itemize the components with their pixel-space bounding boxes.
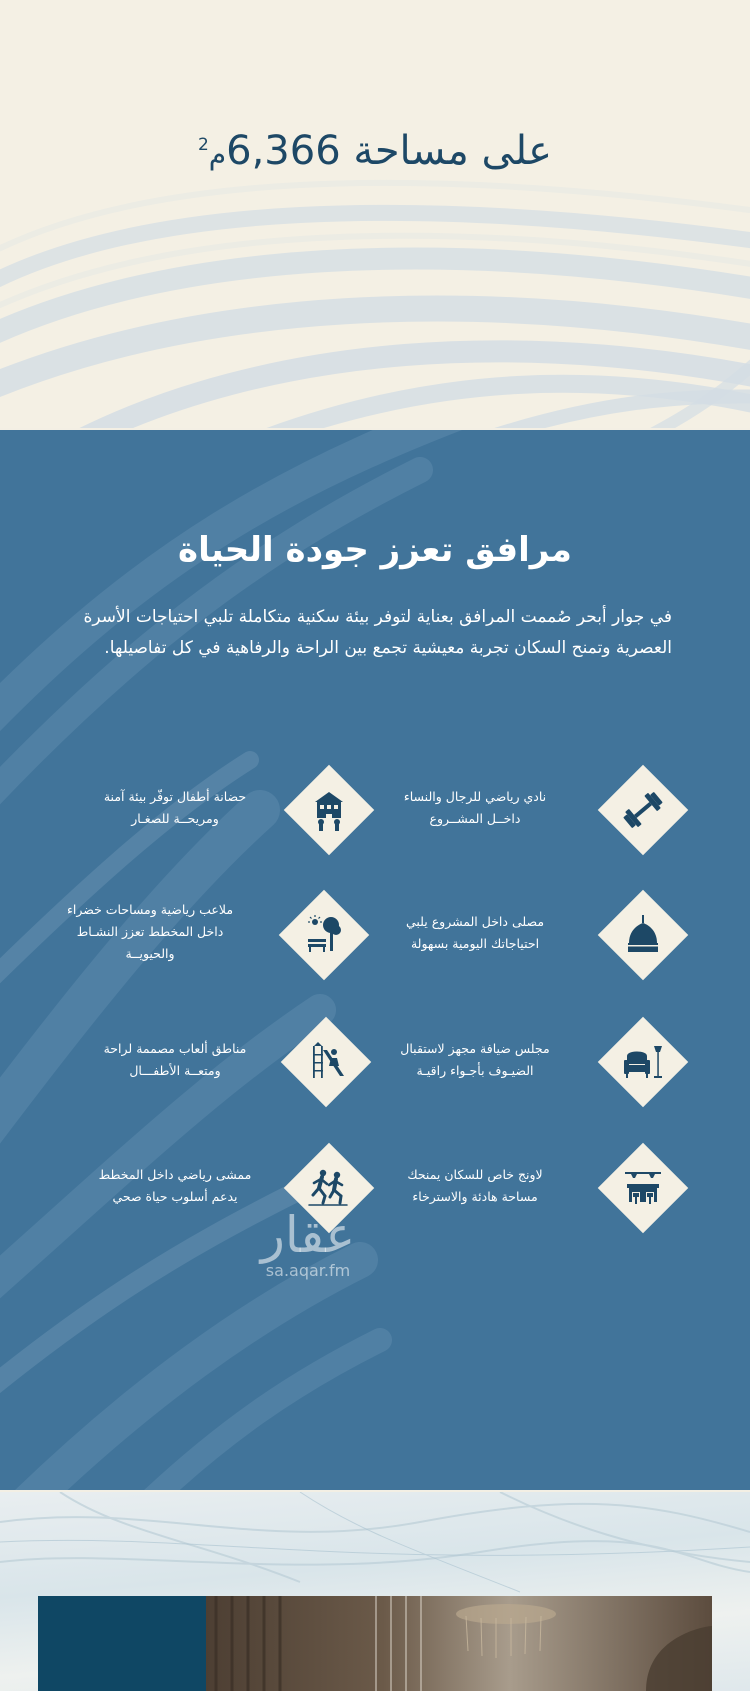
amenity-label: مصلى داخل المشروع يلبي احتياجاتك اليومية بسهولة: [405, 914, 545, 951]
amenity-gym: [375, 760, 735, 860]
amenity-lounge: [375, 1138, 735, 1238]
area-unit-sup: 2: [197, 135, 209, 155]
nursery-building-icon: [303, 784, 355, 836]
amenity-label: ممشى رياضي داخل المخطط يدعم أسلوب حياة صحي: [98, 1167, 252, 1204]
aqar-watermark: [248, 1208, 368, 1280]
amenity-majlis: [375, 1012, 735, 1112]
area-unit: م$^2$: [197, 135, 227, 171]
amenity-sports-green: [60, 885, 420, 985]
amenity-play-area: [60, 1012, 420, 1112]
amenity-prayer-room: [375, 885, 735, 985]
area-section: [0, 0, 750, 428]
dumbbell-icon: [617, 784, 669, 836]
area-prefix: على مساحة: [353, 128, 553, 174]
mosque-icon: [617, 909, 669, 961]
decorative-waves: [0, 0, 750, 428]
playground-slide-icon: [300, 1036, 352, 1088]
park-bench-tree-icon: [298, 909, 350, 961]
section-title: مرافق تعزز جودة الحياة: [178, 530, 572, 570]
section-description: في جوار أبحر صُممت المرافق بعناية لتوفر بيئة سكنية متكاملة تلبي احتياجات الأسرة العصرية وتمنح السكان تجربة معيشية تجمع بين الراحة والرفاهية في كل تفاصيلها.: [83, 607, 672, 658]
area-heading: [0, 128, 750, 174]
amenity-label: ملاعب رياضية ومساحات خضراء داخل المخطط تعزز النشـاط والحيويــة: [66, 902, 234, 961]
amenity-label: مجلس ضيافة مجهز لاستقبال الضيـوف بأجـواء راقيـة: [400, 1041, 550, 1078]
amenity-nursery: [60, 760, 420, 860]
amenities-section: [0, 430, 750, 1490]
area-value: 6,366: [226, 128, 341, 174]
amenity-label: نادي رياضي للرجال والنساء داخــل المشــروع: [403, 789, 547, 826]
interior-preview-section: [0, 1492, 750, 1691]
photo-blue-panel: [38, 1596, 206, 1691]
amenity-label: حضانة أطفال توفّر بيئة آمنة ومريحــة للصغـار: [103, 789, 247, 826]
lounge-bar-icon: [617, 1162, 669, 1214]
amenity-label: مناطق ألعاب مصممة لراحة ومتعــة الأطفـــال: [103, 1041, 247, 1078]
armchair-lamp-icon: [617, 1036, 669, 1088]
interior-photo: [38, 1596, 712, 1691]
watermark-url: sa.aqar.fm: [265, 1261, 351, 1280]
amenity-label: لاونج خاص للسكان يمنحك مساحة هادئة والاسترخاء: [407, 1167, 543, 1204]
watermark-brand: عقار: [260, 1206, 356, 1264]
interior-photo-image: [206, 1596, 712, 1691]
